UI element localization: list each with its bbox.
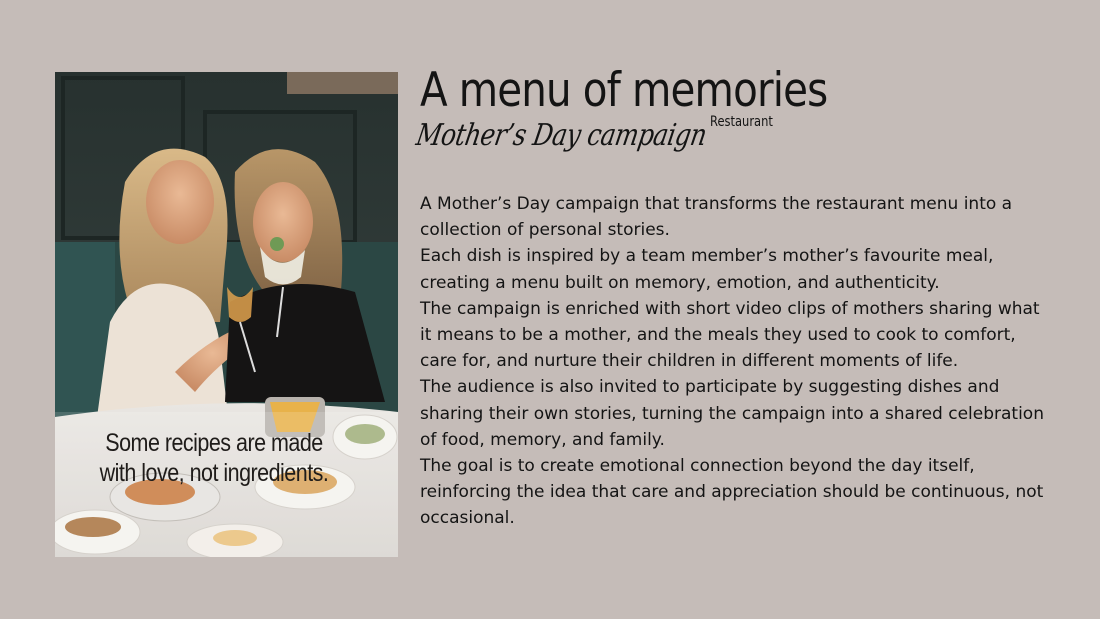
description-paragraph: The goal is to create emotional connection beyond the day itself, reinforcing the idea that care and appreciation should be continuous, not occasional. — [420, 456, 1044, 529]
page-title: A menu of memories — [420, 63, 828, 118]
description-paragraph: A Mother’s Day campaign that transforms the restaurant menu into a collection of personal stories. — [420, 194, 1013, 241]
category-tag: Restaurant — [710, 114, 773, 130]
campaign-photo — [55, 72, 398, 557]
campaign-subtitle: Mother’s Day campaign — [413, 118, 710, 153]
photo-quote: Some recipes are made with love, not ingredients. — [99, 429, 329, 487]
description-paragraph: The campaign is enriched with short video clips of mothers sharing what it means to be a mother, and the meals they used to cook to comfort, care for, and nurture their children in different moments of life. — [420, 298, 1040, 372]
description-paragraph: Each dish is inspired by a team member’s mother’s favourite meal, creating a menu built on memory, emotion, and authenticity. — [420, 246, 994, 293]
description-paragraph: The audience is also invited to participate by suggesting dishes and sharing their own stories, turning the campaign into a shared celebration of food, memory, and family. — [420, 377, 1044, 450]
heart-outline-icon — [205, 496, 398, 557]
campaign-description — [420, 191, 1045, 532]
